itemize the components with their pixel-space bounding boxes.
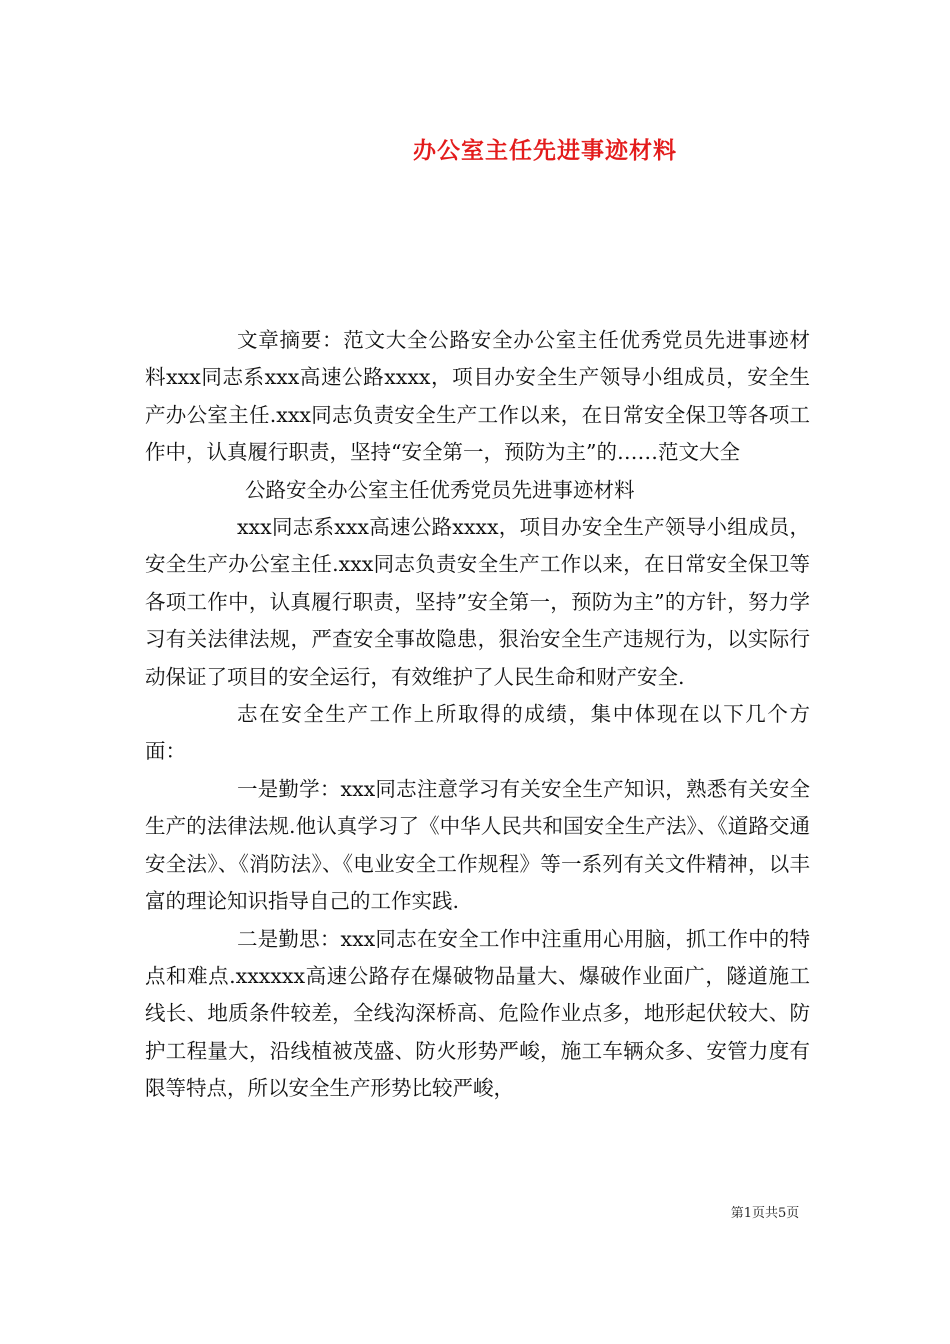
page-number: 第1页共5页 — [730, 1206, 800, 1221]
body-paragraph: 志在安全生产工作上所取得的成绩，集中体现在以下几个方面： — [145, 702, 810, 764]
document-body — [145, 322, 810, 1108]
body-paragraph: xxx同志系xxx高速公路xxxx，项目办安全生产领导小组成员，安全生产办公室主任.xxx同志负责安全生产工作以来，在日常安全保卫等各项工作中，认真履行职责，坚持”安全第一，预防为主”的方针，努力学习有关法律法规，严查安全事故隐患，狠治安全生产违规行为，以实际行动保证了项目的安全运行，有效维护了人民生命和财产安全. — [145, 515, 810, 689]
abstract-paragraph: 文章摘要：范文大全公路安全办公室主任优秀党员先进事迹材料xxx同志系xxx高速公路xxxx，项目办安全生产领导小组成员，安全生产办公室主任.xxx同志负责安全生产工作以来，在日常安全保卫等各项工作中，认真履行职责，坚持“安全第一，预防为主”的……范文大全 — [145, 328, 810, 465]
section-heading: 公路安全办公室主任优秀党员先进事迹材料 — [245, 477, 635, 502]
body-paragraph: 二是勤思：xxx同志在安全工作中注重用心用脑，抓工作中的特点和难点.xxxxxx高速公路存在爆破物品量大、爆破作业面广，隧道施工线长、地质条件较差，全线沟深桥高、危险作业点多，地形起伏较大、防护工程量大，沿线植被茂盛、防火形势严峻，施工车辆众多、安管力度有限等特点，所以安全生产形势比较严峻， — [145, 926, 810, 1101]
document-title: 办公室主任先进事迹材料 — [413, 137, 677, 164]
body-paragraph: 一是勤学：xxx同志注意学习有关安全生产知识，熟悉有关安全生产的法律法规.他认真学习了《中华人民共和国安全生产法》、《道路交通安全法》、《消防法》、《电业安全工作规程》等一系列有关文件精神，以丰富的理论知识指导自己的工作实践. — [145, 776, 810, 914]
